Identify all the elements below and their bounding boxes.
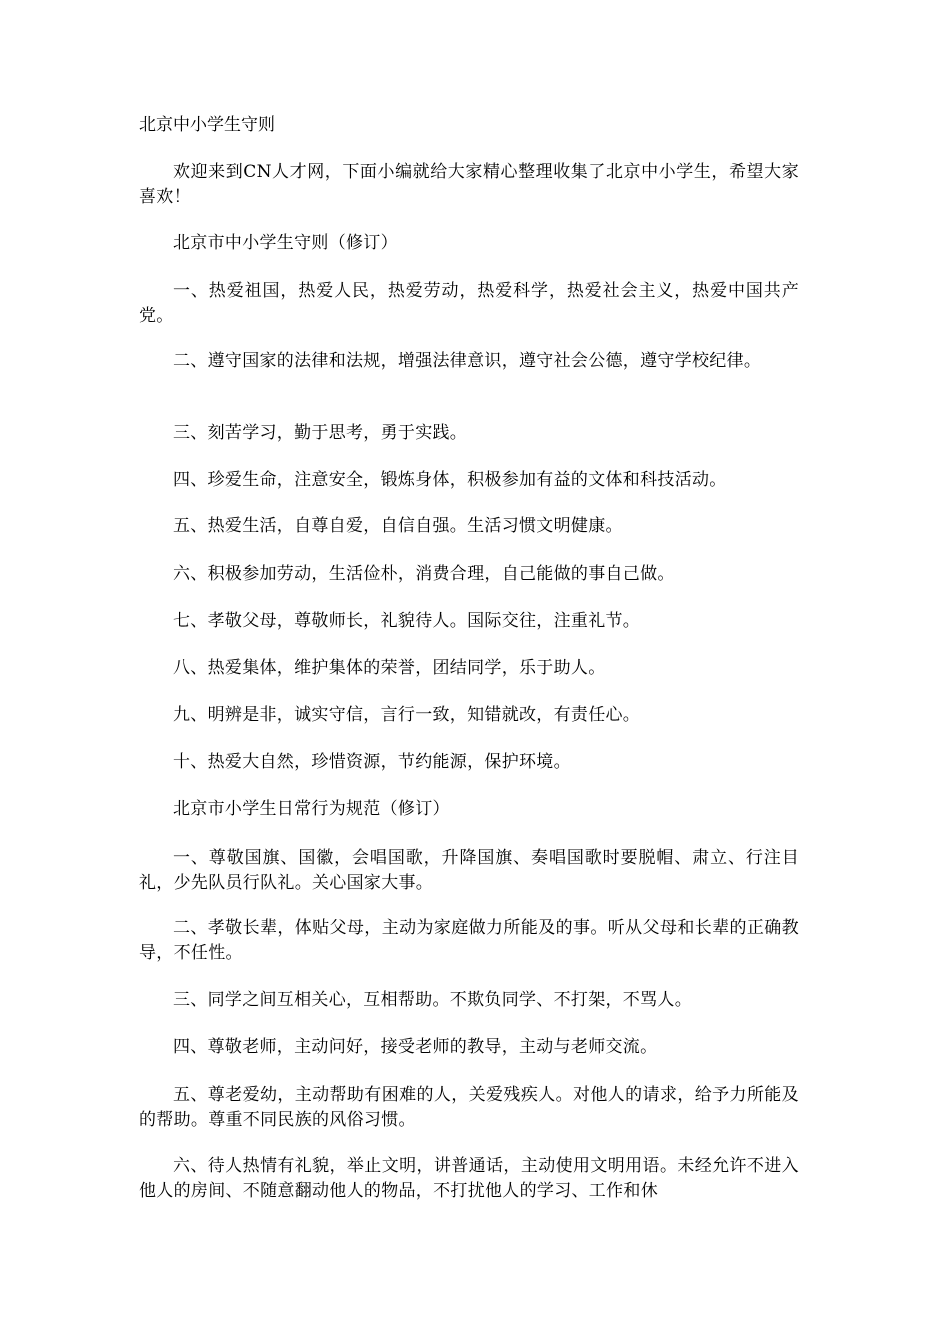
code-item-2: 二、遵守国家的法律和法规，增强法律意识，遵守社会公德，遵守学校纪律。	[173, 351, 762, 371]
intro-paragraph: 欢迎来到CN人才网，下面小编就给大家精心整理收集了北京中小学生，希望大家喜欢！	[139, 162, 799, 207]
code-item-3: 三、刻苦学习，勤于思考，勇于实践。	[173, 423, 468, 443]
norm-item-5: 五、尊老爱幼，主动帮助有困难的人，关爱残疾人。对他人的请求，给予力所能及的帮助。尊重不同民族的风俗习惯。	[139, 1085, 799, 1130]
norm-item-2: 二、孝敬长辈，体贴父母，主动为家庭做力所能及的事。听从父母和长辈的正确教导，不任性。	[139, 918, 799, 963]
code-item-10: 十、热爱大自然，珍惜资源，节约能源，保护环境。	[173, 752, 571, 772]
code-item-9: 九、明辨是非，诚实守信，言行一致，知错就改，有责任心。	[173, 705, 641, 725]
code-item-7: 七、孝敬父母，尊敬师长，礼貌待人。国际交往，注重礼节。	[173, 611, 641, 631]
norm-item-6: 六、待人热情有礼貌，举止文明，讲普通话，主动使用文明用语。未经允许不进入他人的房间、不随意翻动他人的物品，不打扰他人的学习、工作和休	[139, 1156, 799, 1201]
section-heading-norms: 北京市小学生日常行为规范（修订）	[173, 799, 450, 819]
norm-item-3: 三、同学之间互相关心，互相帮助。不欺负同学、不打架，不骂人。	[173, 990, 692, 1010]
code-item-1: 一、热爱祖国，热爱人民，热爱劳动，热爱科学，热爱社会主义，热爱中国共产党。	[139, 281, 799, 326]
section-heading-code: 北京市中小学生守则（修订）	[173, 233, 398, 253]
norm-item-1: 一、尊敬国旗、国徽，会唱国歌，升降国旗、奏唱国歌时要脱帽、肃立、行注目礼，少先队员行队礼。关心国家大事。	[139, 848, 799, 893]
code-item-6: 六、积极参加劳动，生活俭朴，消费合理，自己能做的事自己做。	[173, 564, 675, 584]
code-item-5: 五、热爱生活，自尊自爱，自信自强。生活习惯文明健康。	[173, 516, 623, 536]
norm-item-4: 四、尊敬老师，主动问好，接受老师的教导，主动与老师交流。	[173, 1037, 658, 1057]
code-item-4: 四、珍爱生命，注意安全，锻炼身体，积极参加有益的文体和科技活动。	[173, 470, 727, 490]
document-title: 北京中小学生守则	[139, 115, 275, 135]
code-item-8: 八、热爱集体，维护集体的荣誉，团结同学，乐于助人。	[173, 658, 606, 678]
